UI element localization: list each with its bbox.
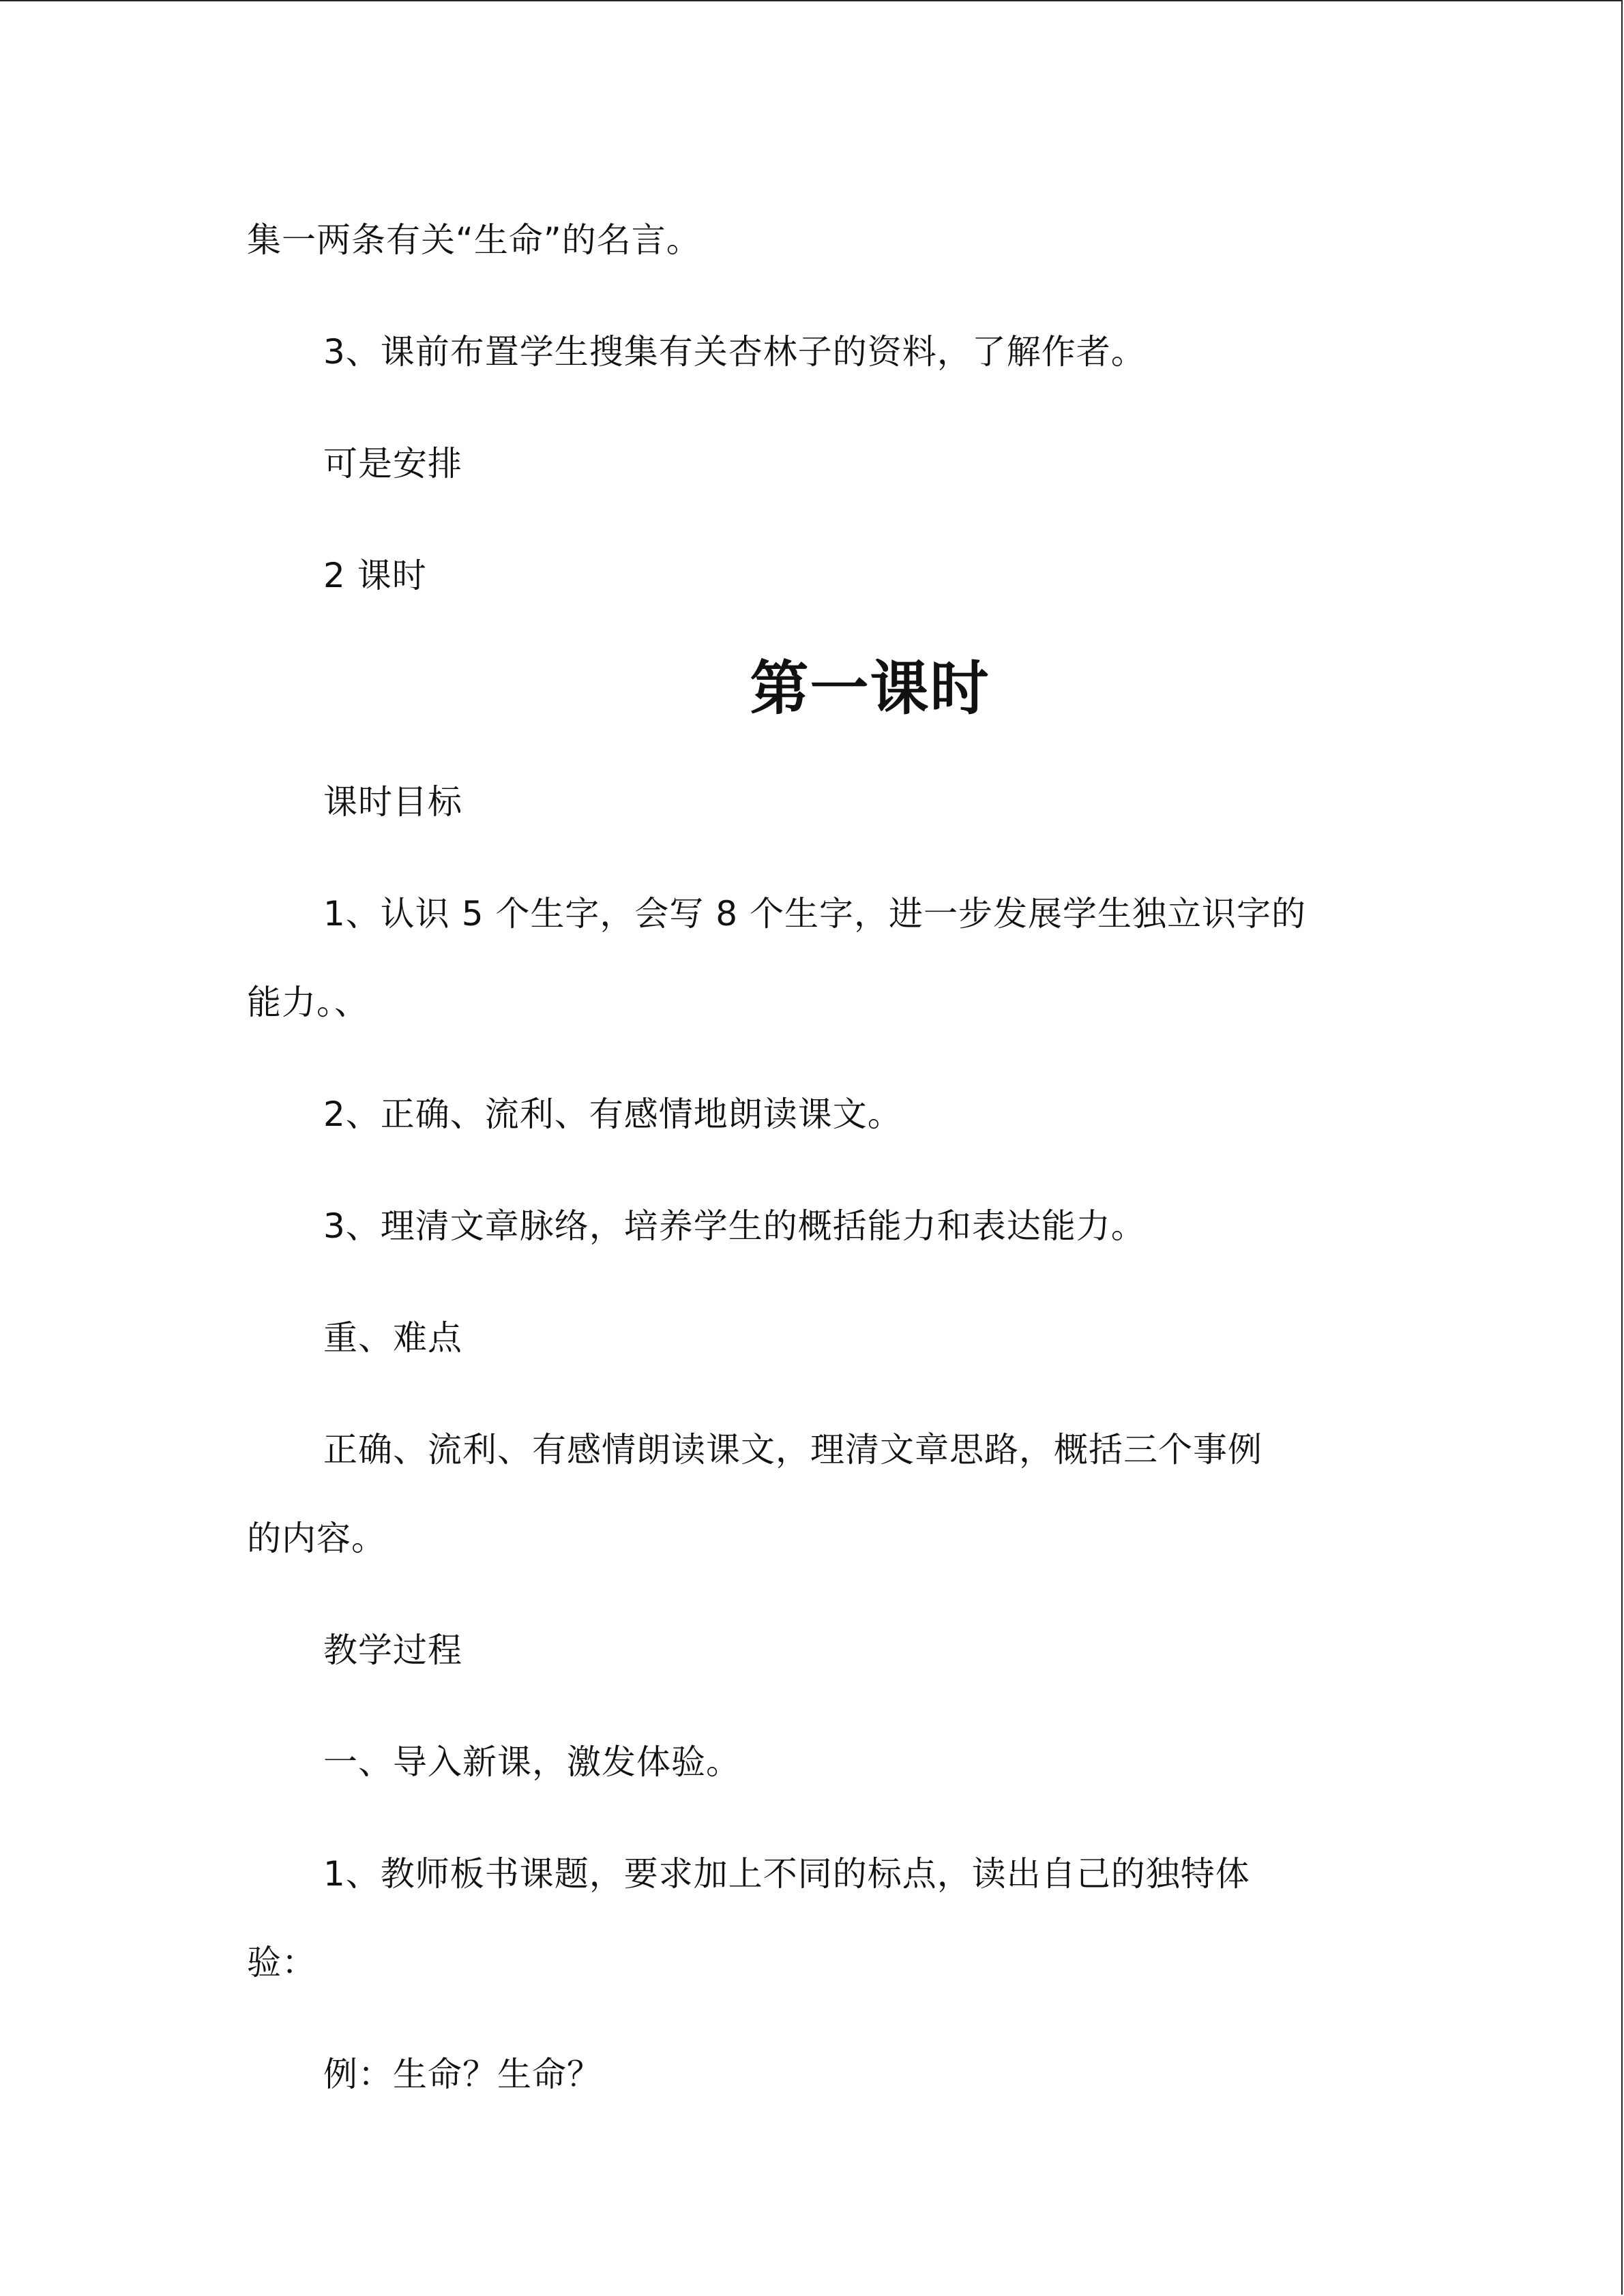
section-heading: 第一课时 bbox=[750, 655, 990, 723]
paragraph-process-label: 教学过程 bbox=[323, 1630, 462, 1670]
paragraph-objective-3: 3、理清文章脉络，培养学生的概括能力和表达能力。 bbox=[323, 1206, 1146, 1246]
paragraph-key-points-wrap: 的内容。 bbox=[247, 1519, 386, 1558]
paragraph-key-points: 正确、流利、有感情朗读课文，理清文章思路，概括三个事例 bbox=[323, 1430, 1263, 1470]
paragraph-step-1-item-1-wrap: 验： bbox=[247, 1943, 316, 1982]
paragraph-class-hours: 2 课时 bbox=[323, 556, 427, 595]
paragraph-objective-1: 1、认识 5 个生字，会写 8 个生字，进一步发展学生独立识字的 bbox=[323, 894, 1307, 934]
paragraph-continuation: 集一两条有关“生命”的名言。 bbox=[247, 220, 701, 260]
paragraph-example: 例：生命？生命？ bbox=[323, 2055, 602, 2094]
paragraph-objective-2: 2、正确、流利、有感情地朗读课文。 bbox=[323, 1094, 902, 1134]
paragraph-prep-item-3: 3、课前布置学生搜集有关杏林子的资料，了解作者。 bbox=[323, 332, 1146, 372]
paragraph-key-points-label: 重、难点 bbox=[323, 1318, 462, 1358]
paragraph-objectives-label: 课时目标 bbox=[323, 782, 462, 822]
paragraph-arrangement-label: 可是安排 bbox=[323, 444, 462, 483]
paragraph-step-1-item-1: 1、教师板书课题，要求加上不同的标点，读出自己的独特体 bbox=[323, 1854, 1250, 1894]
paragraph-objective-1-wrap: 能力。、 bbox=[247, 983, 369, 1022]
paragraph-step-1: 一、导入新课，激发体验。 bbox=[323, 1742, 741, 1782]
